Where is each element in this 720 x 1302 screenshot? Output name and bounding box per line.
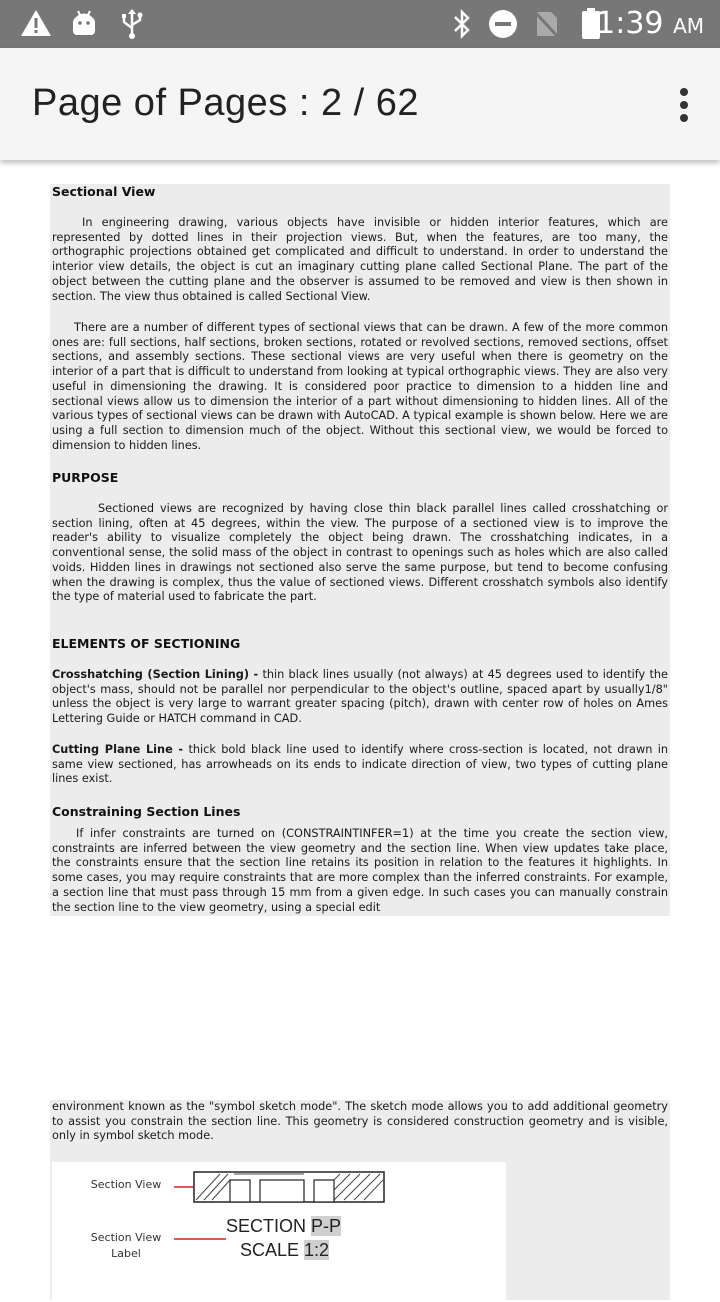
no-sim-icon bbox=[533, 8, 561, 40]
section-scale: SCALE 1:2 bbox=[240, 1240, 330, 1260]
label-leader-line bbox=[174, 1236, 228, 1242]
app-bar bbox=[0, 48, 720, 160]
paragraph-constraining: If infer constraints are turned on (CONSTRAINTINFER=1) at the time you create the section view, constraints are inferred between the view geometry and the section line. When view updates take place, the constraints ensure that the section line retains its position in relation to the features it highlights. In some cases, you may require constraints that are more complex than the inferred constraints. For example, a section line that must pass through 15 mm from a given edge. In such cases you can manually constrain the section line to the view geometry, using a special edit bbox=[52, 827, 668, 914]
label-section-view-label: Section View Label bbox=[90, 1231, 162, 1260]
label-section-view: Section View bbox=[90, 1178, 162, 1191]
paragraph-purpose: Sectioned views are recognized by having close thin black parallel lines called crosshatching or section lining, often at 45 degrees, within the view. The purpose of a sectioned view is to improve the reader's ability to visualize completely the object being drawn. The crosshatching indicates, in a conventional sense, the solid mass of the object in contrast to openings such as holes which are also called voids. Hidden lines in drawings not sectioned also serve the same purpose, but tend to become confusing when the drawing is complex, thus the value of sectioned views. Different crosshatch symbols also identify the type of material used to fabricate the part. bbox=[52, 502, 668, 604]
bluetooth-icon bbox=[450, 8, 474, 40]
warning-icon bbox=[20, 8, 52, 38]
heading-constraining-section-lines: Constraining Section Lines bbox=[52, 804, 241, 819]
paragraph-cutting-plane-line: Cutting Plane Line - thick bold black line used to identify where cross-section is located, not drawn in same view sectioned, has arrowheads on its ends to indicate direction of view, two types of cutting plane lines exist. bbox=[52, 743, 668, 786]
page-title: Page of Pages : 2 / 62 bbox=[32, 82, 420, 124]
status-bar bbox=[0, 0, 720, 48]
paragraph-intro: In engineering drawing, various objects have invisible or hidden interior features, which are represented by dotted lines in their projection views. But, when the features, are too many, the orthographic projections obtained get complicated and difficult to understand. In order to understand the interior view details, the object is cut an imaginary cutting plane called Sectional Plane. The part of the object between the cutting plane and the observer is assumed to be removed and view is then shown in section. The view thus obtained is called Sectional View. bbox=[52, 216, 668, 303]
paragraph-symbol-sketch-mode: environment known as the "symbol sketch mode". The sketch mode allows you to add additional geometry to assist you constrain the section line. This geometry is considered construction geometry and is visible, only in symbol sketch mode. bbox=[52, 1100, 668, 1143]
dnd-icon bbox=[487, 8, 519, 40]
overflow-menu-icon[interactable] bbox=[676, 86, 692, 124]
usb-icon bbox=[118, 8, 146, 40]
heading-purpose: PURPOSE bbox=[52, 470, 119, 485]
section-title: SECTION P-P bbox=[226, 1216, 342, 1236]
paragraph-crosshatching: Crosshatching (Section Lining) - thin black lines usually (not always) at 45 degrees used to identify the object's mass, should not be parallel nor perpendicular to the object's outline, spaced apart by usually1/8" unless the object is very large to warrant greater spacing (pitch), drawn with center row of holes on Ames Lettering Guide or HATCH command in CAD. bbox=[52, 668, 668, 726]
heading-elements-of-sectioning: ELEMENTS OF SECTIONING bbox=[52, 636, 241, 651]
section-view-drawing bbox=[174, 1170, 388, 1204]
document-viewer[interactable] bbox=[0, 160, 720, 1280]
android-icon bbox=[70, 8, 98, 38]
heading-sectional-view: Sectional View bbox=[52, 184, 156, 199]
document-page-3 bbox=[50, 1100, 670, 1300]
document-page-2 bbox=[50, 184, 670, 916]
paragraph-types: There are a number of different types of sectional views that can be drawn. A few of the more common ones are: full sections, half sections, broken sections, rotated or revolved sections, removed sections, offset sections, and assembly sections. These sectional views are very useful when there is geometry on the interior of a part that is difficult to understand from looking at typical orthographic views. They are also very useful in dimensioning the drawing. It is considered poor practice to dimension to a hidden line and sectional views allow us to dimension the interior of a part without dimensioning to hidden lines. All of the various types of sectional views can be drawn with AutoCAD. A typical example is shown below. Here we are using a full section to dimension much of the object. Without this sectional view, we would be forced to dimension to hidden lines. bbox=[52, 321, 668, 452]
section-view-figure bbox=[52, 1162, 506, 1302]
clock: 1:39 AM bbox=[596, 6, 704, 41]
